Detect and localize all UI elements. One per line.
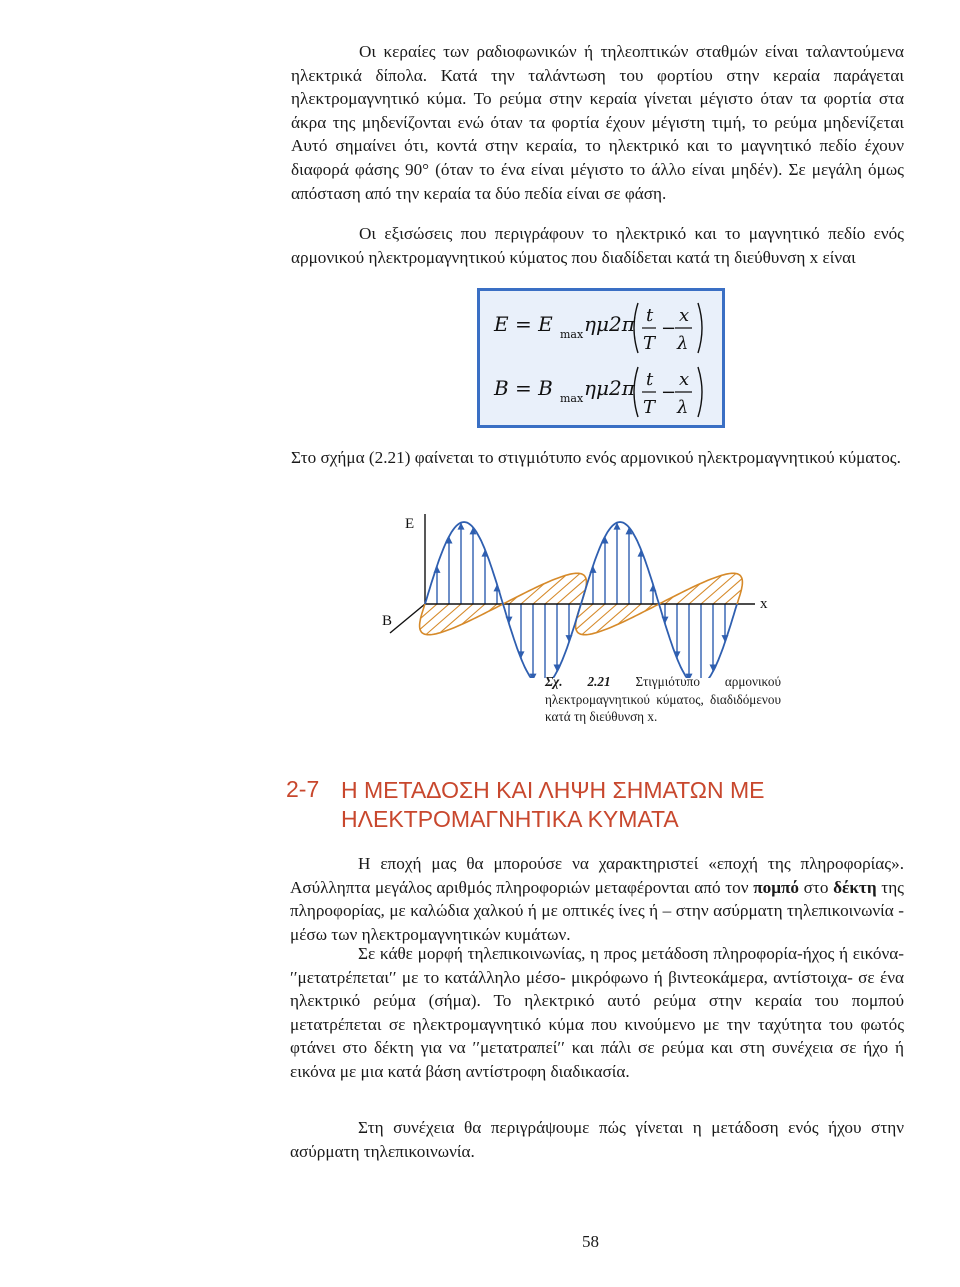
equations-intro-paragraph: Οι εξισώσεις που περιγράφουν το ηλεκτρικό και το μαγνητικό πεδίο ενός αρμονικού ηλεκτρομαγνητικού κύματος που διαδίδεται κατά τη διεύθυνση x είναι bbox=[291, 224, 904, 267]
b-func: ημ2π bbox=[584, 376, 635, 400]
magnetic-field-equation bbox=[493, 367, 702, 418]
intro-paragraph: Οι κεραίες των ραδιοφωνικών ή τηλεοπτικών σταθμών είναι ταλαντούμενα ηλεκτρικά δίπολα. Κατά την ταλάντωση του φορτίου στην κεραία παράγεται ηλεκτρομαγνητικό κύμα. Το ρεύμα στην κεραία γίνεται μέγιστο όταν τα φορτία στα άκρα της μηδενίζονται ενώ όταν τα φορτία έχουν μέγιστη τιμή, το ρεύμα μηδενίζεται Αυτό σημαίνει ότι, κοντά στην κεραία, το ηλεκτρικό και το μαγνητικό πεδίο έχουν διαφορά φάσης 90° (όταν το ένα είναι μέγιστο το άλλο είναι μηδέν). Σε μεγάλη όμως απόσταση από την κεραία τα δύο πεδία είναι σε φάση. bbox=[291, 42, 904, 203]
em-wave-figure bbox=[380, 508, 800, 678]
figure-caption bbox=[545, 673, 781, 726]
em-wave-diagram bbox=[380, 508, 800, 678]
bold-term-transmitter: πομπό bbox=[753, 877, 799, 897]
e-lhs: E = E bbox=[494, 312, 553, 336]
e-num-x: x bbox=[679, 305, 690, 326]
figure-reference-paragraph: Στο σχήμα (2.21) φαίνεται το στιγμιότυπο ενός αρμονικού ηλεκτρομαγνητικού κύματος. bbox=[291, 448, 901, 467]
e-minus: − bbox=[661, 318, 677, 339]
b-den-T: T bbox=[643, 397, 656, 418]
bold-term-receiver: δέκτη bbox=[833, 877, 877, 897]
caption-number: Σχ. 2.21 bbox=[545, 674, 611, 689]
e-num-t: t bbox=[646, 305, 654, 326]
formula-box bbox=[477, 288, 725, 428]
b-num-t: t bbox=[646, 369, 654, 390]
section-number: 2-7 bbox=[286, 776, 320, 802]
b-den-lambda: λ bbox=[677, 397, 689, 418]
b-max-sub: max bbox=[560, 392, 584, 405]
page-number: 58 bbox=[582, 1232, 599, 1251]
b-num-x: x bbox=[679, 369, 690, 390]
electric-field-vectors bbox=[434, 523, 729, 678]
section-intro-paragraph: Η εποχή μας θα μπορούσε να χαρακτηριστεί «εποχή της πληροφορίας». Ασύλληπτα μεγάλος αριθμός πληροφοριών μεταφέρονται από τον πομπό στο δέκτη της πληροφορίας, με καλώδια χαλκού ή με οπτικές ίνες ή – στην ασύρματη τηλεπικοινωνία - μέσω των ηλεκτρομαγνητικών κυμάτων. bbox=[290, 854, 904, 944]
e-axis-label: E bbox=[405, 516, 415, 532]
b-lhs: B = B bbox=[494, 376, 553, 400]
electric-wave-curve bbox=[425, 522, 737, 678]
b-minus: − bbox=[661, 382, 677, 403]
section-title: Η ΜΕΤΑΔΟΣΗ ΚΑΙ ΛΗΨΗ ΣΗΜΑΤΩΝ ΜΕ ΗΛΕΚΤΡΟΜΑΓΝΗΤΙΚΑ ΚΥΜΑΤΑ bbox=[341, 777, 765, 832]
e-den-lambda: λ bbox=[677, 333, 689, 354]
e-max-sub: max bbox=[560, 328, 584, 341]
caption-text: Στιγμιότυπο αρμονικού ηλεκτρομαγνητικού κύματος, διαδιδόμενου κατά τη διεύθυνση x. bbox=[545, 674, 781, 725]
electric-field-equation bbox=[493, 303, 702, 354]
b-axis-label: B bbox=[382, 613, 393, 629]
x-axis-label: x bbox=[760, 596, 768, 612]
telecom-paragraph: Σε κάθε μορφή τηλεπικοινωνίας, η προς μετάδοση πληροφορία-ήχος ή εικόνα- ′′μετατρέπεται′′ με το κατάλληλο μέσο- μικρόφωνο ή βιντεοκάμερα, αντίστοιχα- σε ένα ηλεκτρικό ρεύμα (σήμα). Το ηλεκτρικό αυτό ρεύμα στην κεραία του πομπού μετατρέπεται σε ηλεκτρομαγνητικό κύμα που κινούμενο με την ταχύτητα του φωτός φτάνει στο δέκτη για να ′′μετατραπεί′′ και πάλι σε ρεύμα και στη συνέχεια σε ήχο ή εικόνα με μια κατά βάση αντίστροφη διαδικασία. bbox=[290, 944, 904, 1081]
formula-svg bbox=[480, 291, 722, 425]
e-den-T: T bbox=[643, 333, 656, 354]
closing-paragraph: Στη συνέχεια θα περιγράψουμε πώς γίνεται η μετάδοση ενός ήχου στην ασύρματη τηλεπικοινωνία. bbox=[290, 1118, 904, 1161]
e-func: ημ2π bbox=[584, 312, 635, 336]
